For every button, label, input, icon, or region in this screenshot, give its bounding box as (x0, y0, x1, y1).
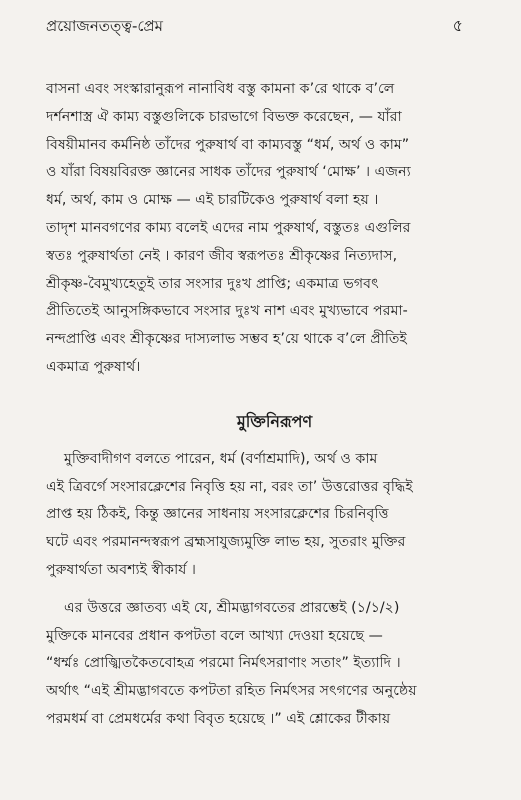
paragraph-gap (46, 585, 503, 595)
paragraph-3 (46, 595, 503, 734)
page-number: ৫ (452, 16, 463, 35)
text-line: তাদৃশ মানবগণের কাম্য বলেই এদের নাম পুরুষার্থ, বস্তুতঃ এগুলির (46, 219, 411, 236)
text-line: শ্রীকৃষ্ণ-বৈমুখ্যহেতুই তার সংসার দুঃখ প্রাপ্তি; একমাত্র ভগবৎ (46, 275, 379, 292)
text-line: এর উত্তরে জ্ঞাতব্য এই যে, শ্রীমদ্ভাগবতের প্রারম্ভেই (১/১/২) (64, 599, 400, 616)
text-line: বিষয়ীমানব কর্মনিষ্ঠ তাঁদের পুরুষার্থ বা কাম্যবস্তু “ধর্ম, অর্থ ও কাম” (46, 136, 410, 153)
text-line: ও যাঁরা বিষয়বিরক্ত জ্ঞানের সাধক তাঁদের পুরুষার্থ ‘মোক্ষ’ । এজন্য (46, 164, 411, 181)
text-line: দর্শনশাস্ত্র ঐ কাম্য বস্তুগুলিকে চারভাগে বিভক্ত করেছেন, — যাঁরা (46, 108, 402, 125)
text-line: পরমধর্ম বা প্রেমধর্মের কথা বিবৃত হয়েছে ।” এই শ্লোকের টীকায় (46, 710, 391, 727)
text-line: স্বতঃ পুরুষার্থতা নেই । কারণ জীব স্বরূপতঃ শ্রীকৃষ্ণের নিত্যদাস, (46, 247, 398, 264)
text-line: “ধর্ম্মঃ প্রোজ্ঝিতকৈতবোহত্র পরমো নির্মৎসরাণাং সতাং” ইত্যাদি । (46, 655, 401, 672)
text-line: ঘটে এবং পরমানন্দস্বরূপ ব্রহ্মসাযুজ্যমুক্তি লাভ হয়, সুতরাং মুক্তির (46, 534, 406, 551)
text-line: বাসনা এবং সংস্কারানুরূপ নানাবিধ বস্তু কামনা ক’রে থাকে ব’লে (46, 81, 395, 97)
text-line: প্রাপ্ত হয় ঠিকই, কিন্তু জ্ঞানের সাধনায় সংসারক্লেশের চিরনিবৃত্তি (46, 506, 389, 523)
text-line: ধর্ম, অর্থ, কাম ও মোক্ষ — এই চারটিকেও পুরুষার্থ বলা হয় । (46, 192, 379, 209)
text-line: পুরুষার্থতা অবশ্যই স্বীকার্য । (46, 561, 196, 578)
section-heading: মুক্তিনিরূপণ (236, 411, 313, 431)
text-line: মুক্তিকে মানবের প্রধান কপটতা বলে আখ্যা দেওয়া হয়েছে — (46, 627, 383, 644)
text-line: অর্থাৎ “এই শ্রীমদ্ভাগবতে কপটতা রহিত নির্মৎসর সৎগণের অনুষ্ঠেয় (46, 683, 417, 700)
paragraph-2 (46, 446, 503, 585)
text-line: নন্দপ্রাপ্তি এবং শ্রীকৃষ্ণের দাস্যলাভ সম্ভব হ’য়ে থাকে ব’লে প্রীতিই (46, 331, 407, 348)
text-line: এই ত্রিবর্গে সংসারক্লেশের নিবৃত্তি হয় না, বরং তা’ উত্তরোত্তর বৃদ্ধিই (46, 478, 413, 495)
running-header (46, 14, 503, 38)
text-line: মুক্তিবাদীগণ বলতে পারেন, ধর্ম (বর্ণাশ্রমাদি), অর্থ ও কাম (64, 450, 378, 467)
text-line: একমাত্র পুরুষার্থ। (46, 358, 141, 375)
text-line: প্রীতিতেই আনুসঙ্গিকভাবে সংসার দুঃখ নাশ এবং মুখ্যভাবে পরমা- (46, 303, 408, 320)
paragraph-1 (46, 76, 503, 382)
chapter-title: প্রয়োজনতত্ত্ব-প্রেম (46, 17, 163, 35)
